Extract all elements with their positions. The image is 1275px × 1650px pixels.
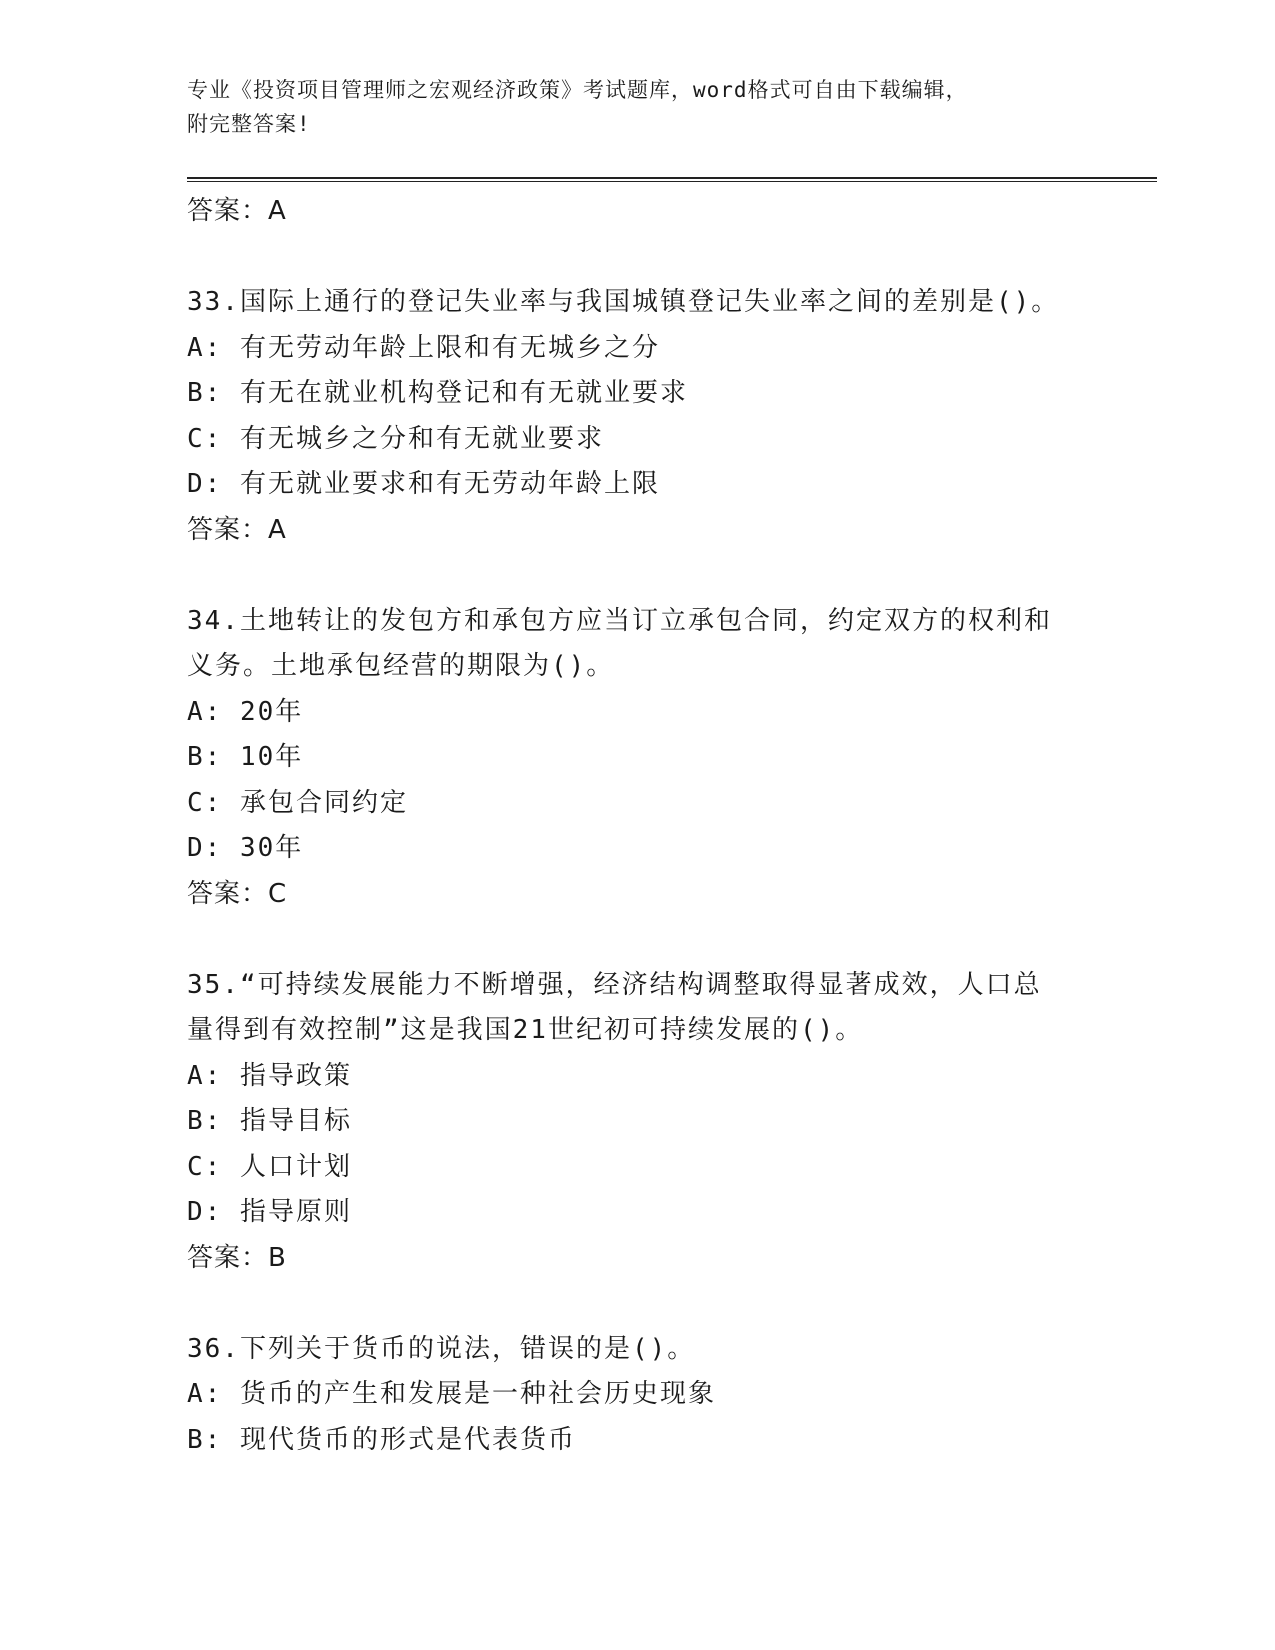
- option-b: B: 有无在就业机构登记和有无就业要求: [187, 378, 688, 408]
- document-header: [187, 73, 1087, 141]
- spacer: [187, 553, 1087, 599]
- answer-line: 答案：B: [187, 1242, 287, 1273]
- spacer: [187, 235, 1087, 281]
- option-c: C: 有无城乡之分和有无就业要求: [187, 423, 604, 454]
- option-b: B: 10年: [187, 742, 304, 772]
- spacer: [187, 1281, 1087, 1327]
- answer-line: 答案：A: [187, 514, 287, 545]
- header-line-2: 附完整答案!: [187, 112, 311, 136]
- question-text: 33.国际上通行的登记失业率与我国城镇登记失业率之间的差别是()。: [187, 287, 1060, 317]
- option-a: A: 货币的产生和发展是一种社会历史现象: [187, 1379, 716, 1409]
- question-text-continued: 义务。土地承包经营的期限为()。: [187, 651, 615, 681]
- option-a: A: 20年: [187, 696, 304, 727]
- option-d: D: 指导原则: [187, 1197, 352, 1227]
- option-c: C: 承包合同约定: [187, 787, 408, 818]
- question-block: [187, 963, 1087, 1282]
- header-line-1: 专业《投资项目管理师之宏观经济政策》考试题库，word格式可自由下载编辑，: [187, 78, 968, 102]
- option-a: A: 有无劳动年龄上限和有无城乡之分: [187, 332, 660, 363]
- option-a: A: 指导政策: [187, 1060, 352, 1091]
- option-d: D: 30年: [187, 833, 304, 863]
- spacer: [187, 917, 1087, 963]
- answer-line: 答案：A: [187, 196, 287, 226]
- question-list: [187, 189, 1087, 1463]
- option-d: D: 有无就业要求和有无劳动年龄上限: [187, 469, 660, 499]
- question-text: 36.下列关于货币的说法，错误的是()。: [187, 1333, 696, 1364]
- question-block: [187, 599, 1087, 918]
- question-block: [187, 280, 1087, 553]
- question-text-continued: 量得到有效控制”这是我国21世纪初可持续发展的()。: [187, 1015, 864, 1045]
- option-b: B: 指导目标: [187, 1106, 352, 1136]
- question-block: [187, 1327, 1087, 1464]
- question-text: 34.土地转让的发包方和承包方应当订立承包合同，约定双方的权利和: [187, 605, 1052, 636]
- header-divider: [187, 177, 1157, 182]
- answer-line: 答案：C: [187, 878, 288, 909]
- question-text: 35.“可持续发展能力不断增强，经济结构调整取得显著成效，人口总: [187, 969, 1042, 1000]
- option-b: B: 现代货币的形式是代表货币: [187, 1424, 576, 1455]
- option-c: C: 人口计划: [187, 1151, 352, 1182]
